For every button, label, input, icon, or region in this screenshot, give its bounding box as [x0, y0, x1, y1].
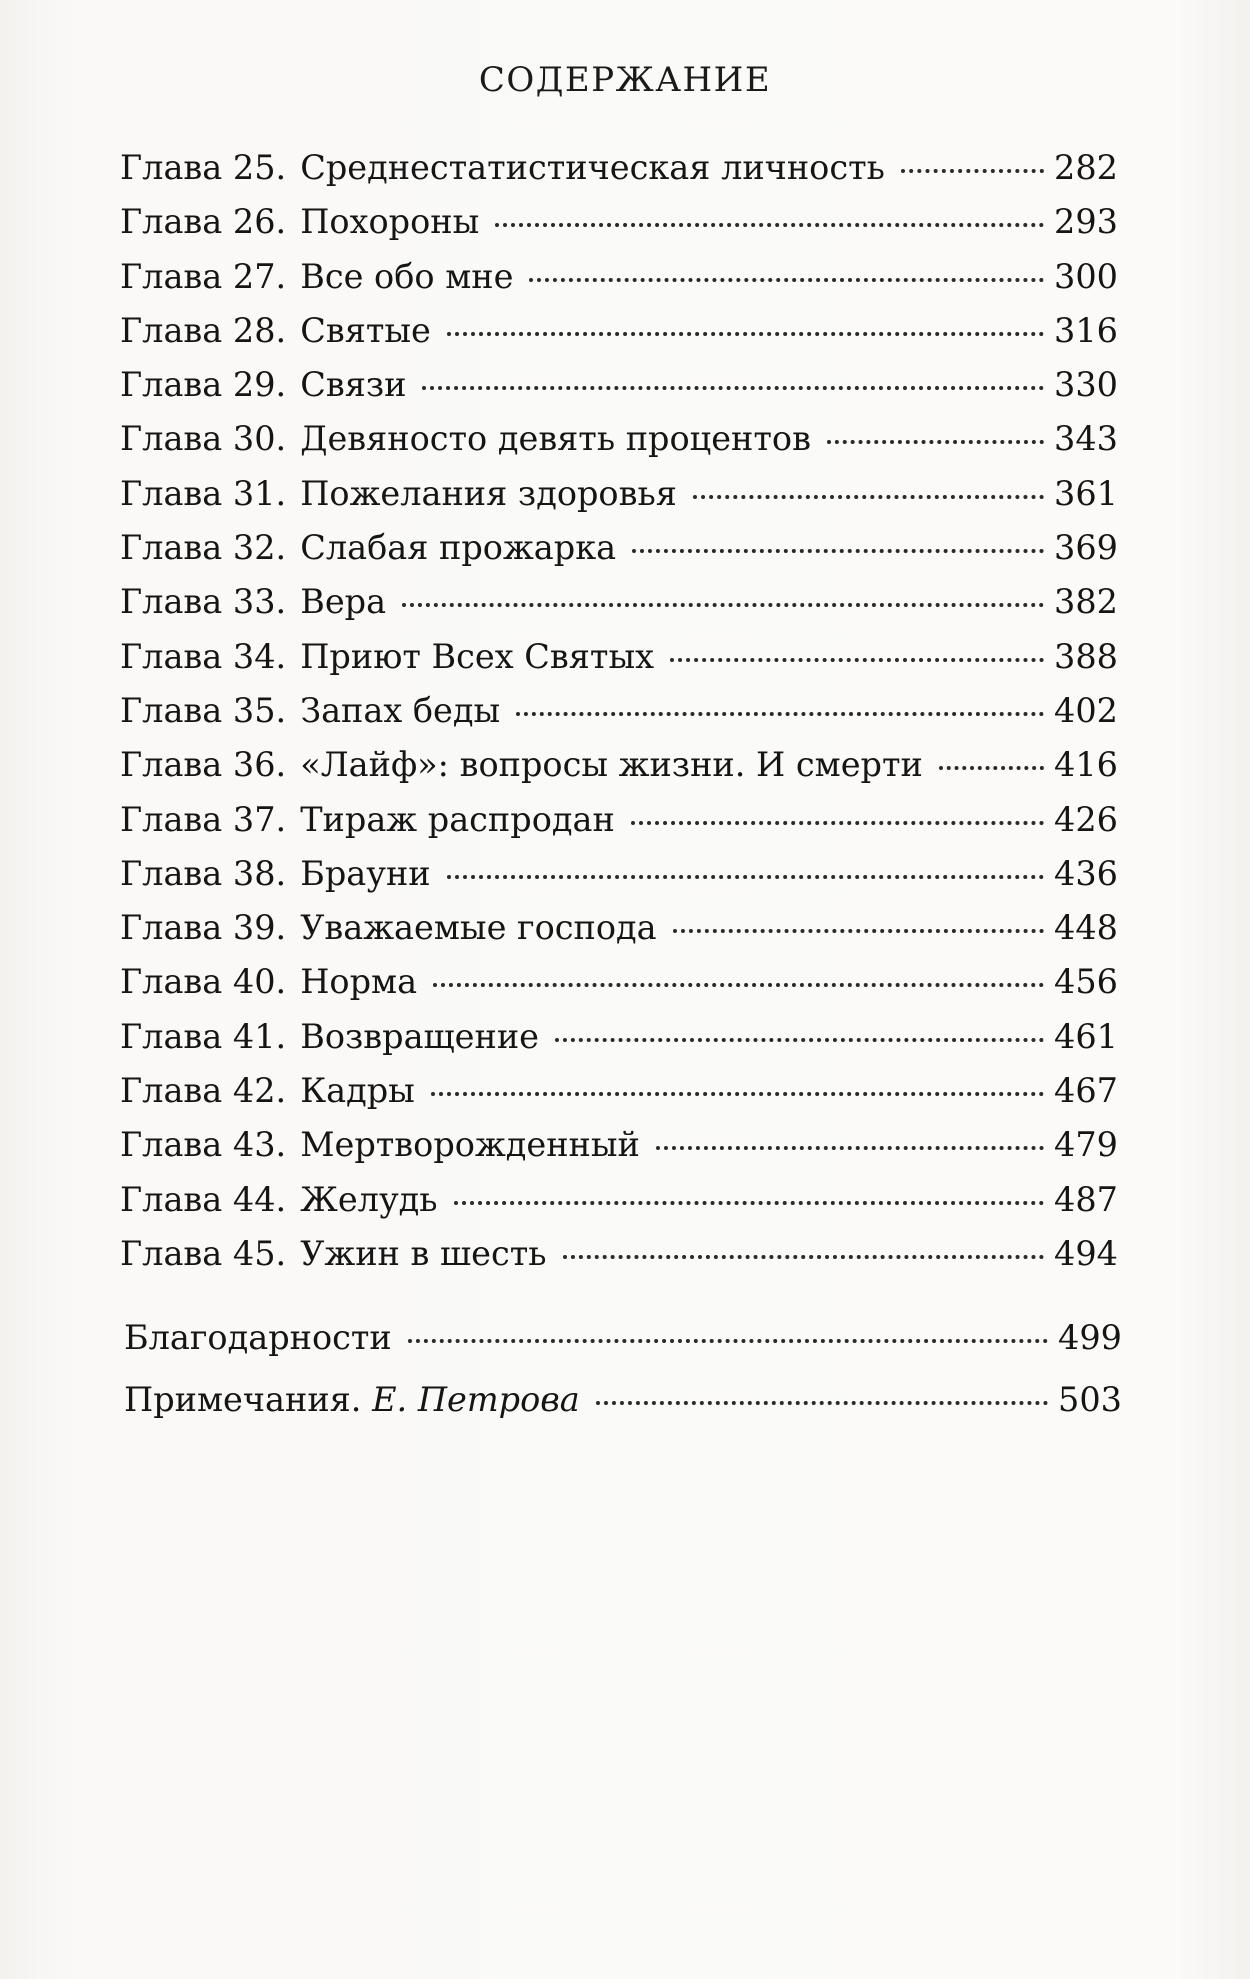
toc-entry-title — [120, 962, 417, 1002]
toc-entry-title — [120, 1125, 640, 1165]
dot-leader — [632, 539, 1044, 553]
page-number: 402 — [1054, 690, 1118, 730]
toc-entry-title — [120, 854, 431, 894]
page-number: 343 — [1054, 419, 1118, 459]
chapter-label: Глава 27. — [120, 256, 287, 296]
dot-leader — [408, 1329, 1048, 1343]
chapter-label: Глава 31. — [120, 473, 287, 513]
chapter-title: Возвращение — [300, 1016, 539, 1056]
toc-entry-26 — [120, 202, 1118, 256]
toc-entry-title — [120, 1180, 438, 1220]
page-number: 416 — [1054, 745, 1118, 785]
chapter-label: Глава 25. — [120, 148, 287, 187]
toc-entry-title — [120, 908, 657, 948]
chapter-label: Глава 40. — [120, 962, 287, 1002]
toc-entry-45 — [120, 1234, 1118, 1288]
dot-leader — [447, 865, 1044, 879]
dot-leader — [673, 919, 1044, 933]
toc-entry-title — [120, 1071, 415, 1111]
page-number: 426 — [1054, 799, 1118, 839]
chapter-title: Уважаемые господа — [300, 908, 657, 948]
toc-entry-title — [120, 311, 431, 351]
toc-entry-40 — [120, 962, 1118, 1016]
toc-entry-32 — [120, 528, 1118, 582]
page-number: 369 — [1054, 528, 1118, 568]
dot-leader — [555, 1028, 1044, 1042]
toc-entry-title — [120, 582, 386, 622]
toc-entry-39 — [120, 908, 1118, 962]
toc-entry-28 — [120, 311, 1118, 365]
page-number: 503 — [1058, 1380, 1122, 1419]
toc-entry-34 — [120, 637, 1118, 691]
chapter-label: Глава 37. — [120, 799, 287, 839]
page-number: 316 — [1054, 310, 1118, 350]
chapter-label: Глава 35. — [120, 690, 287, 730]
chapter-label: Глава 34. — [120, 636, 287, 676]
page-number: 448 — [1054, 908, 1118, 948]
page-number: 499 — [1058, 1318, 1122, 1357]
chapter-title: Вера — [300, 582, 387, 622]
dot-leader — [402, 593, 1044, 607]
toc-entry-title — [120, 365, 406, 405]
toc-entry-38 — [120, 854, 1118, 908]
toc-entry-title: Благодарности — [124, 1318, 392, 1357]
dot-leader — [516, 702, 1044, 716]
toc-entry-title — [120, 148, 885, 188]
chapter-label: Глава 26. — [120, 202, 287, 242]
toc-entry-33 — [120, 582, 1118, 636]
chapter-label: Глава 41. — [120, 1016, 287, 1056]
chapter-title: Все обо мне — [300, 256, 514, 296]
page-title: СОДЕРЖАНИЕ — [478, 60, 772, 100]
chapter-title: Кадры — [300, 1071, 415, 1111]
dot-leader — [827, 430, 1044, 444]
dot-leader — [454, 1191, 1045, 1205]
toc-entry-25 — [120, 148, 1118, 202]
dot-leader — [670, 648, 1044, 662]
chapter-title: Пожелания здоровья — [300, 473, 677, 513]
chapter-label: Глава 44. — [120, 1179, 287, 1219]
toc-entry-30 — [120, 419, 1118, 473]
dot-leader — [433, 973, 1044, 987]
chapter-title: Желудь — [300, 1179, 438, 1219]
toc-entry-notes — [124, 1380, 1122, 1442]
chapter-label: Глава 28. — [120, 310, 287, 350]
page-number: 467 — [1054, 1071, 1118, 1111]
dot-leader — [447, 322, 1044, 336]
toc-entry-title — [124, 1380, 580, 1420]
page-number: 330 — [1054, 365, 1118, 405]
chapter-label: Глава 29. — [120, 365, 287, 405]
chapter-label: Глава 30. — [120, 419, 287, 459]
chapter-title: Девяносто девять процентов — [300, 419, 811, 459]
page-number: 461 — [1054, 1016, 1118, 1056]
chapter-label: Глава 33. — [120, 582, 287, 622]
toc-entry-title — [120, 1234, 547, 1274]
chapter-label: Глава 42. — [120, 1071, 287, 1111]
chapter-label: Глава 36. — [120, 745, 287, 785]
page-number: 293 — [1054, 202, 1118, 242]
chapter-title: Мертворожденный — [300, 1125, 640, 1165]
toc-entry-44 — [120, 1180, 1118, 1234]
toc-entry-27 — [120, 257, 1118, 311]
chapter-label: Глава 38. — [120, 853, 287, 893]
page-number: 436 — [1054, 853, 1118, 893]
toc-entry-title — [120, 474, 677, 514]
page-number: 300 — [1054, 256, 1118, 296]
dot-leader — [939, 756, 1044, 770]
chapter-label: Глава 39. — [120, 908, 287, 948]
chapter-title: «Лайф»: вопросы жизни. И смерти — [300, 745, 923, 785]
chapter-title: Связи — [300, 365, 407, 405]
toc-entry-title — [120, 691, 500, 731]
toc-entry-title — [120, 528, 616, 568]
dot-leader — [901, 159, 1044, 173]
page-number: 494 — [1054, 1233, 1118, 1273]
toc-entry-42 — [120, 1071, 1118, 1125]
toc-entry-title — [120, 800, 615, 840]
page-number: 388 — [1054, 636, 1118, 676]
toc-entry-36 — [120, 745, 1118, 799]
dot-leader — [631, 811, 1044, 825]
chapter-label: Глава 32. — [120, 528, 287, 568]
back-matter-list — [124, 1318, 1122, 1442]
table-of-contents — [120, 148, 1118, 1288]
chapter-label: Глава 45. — [120, 1233, 287, 1273]
toc-entry-acknowledgements — [124, 1318, 1122, 1380]
chapter-title: Брауни — [300, 853, 431, 893]
dot-leader — [596, 1391, 1048, 1405]
toc-entry-41 — [120, 1017, 1118, 1071]
chapter-title: Тираж распродан — [300, 799, 615, 839]
toc-entry-35 — [120, 691, 1118, 745]
notes-author: Е. Петрова — [372, 1380, 580, 1419]
dot-leader — [431, 1082, 1044, 1096]
dot-leader — [563, 1245, 1045, 1259]
chapter-label: Глава 43. — [120, 1125, 287, 1165]
chapter-title: Святые — [300, 310, 431, 350]
notes-title: Примечания. — [124, 1380, 362, 1419]
toc-entry-title — [120, 1017, 539, 1057]
toc-entry-title — [120, 637, 654, 677]
dot-leader — [422, 376, 1044, 390]
toc-entry-31 — [120, 474, 1118, 528]
dot-leader — [693, 485, 1044, 499]
chapter-title: Запах беды — [300, 690, 501, 730]
page-number: 487 — [1054, 1179, 1118, 1219]
dot-leader — [495, 213, 1044, 227]
toc-entry-37 — [120, 800, 1118, 854]
dot-leader — [656, 1136, 1044, 1150]
page-number: 282 — [1054, 148, 1118, 187]
page-number: 361 — [1054, 473, 1118, 513]
page-number: 479 — [1054, 1125, 1118, 1165]
toc-entry-29 — [120, 365, 1118, 419]
toc-entry-43 — [120, 1125, 1118, 1179]
chapter-title: Слабая прожарка — [300, 528, 617, 568]
page-number: 382 — [1054, 582, 1118, 622]
chapter-title: Среднестатистическая личность — [300, 148, 885, 187]
toc-entry-title — [120, 202, 479, 242]
toc-entry-title — [120, 745, 923, 785]
chapter-title: Приют Всех Святых — [300, 636, 654, 676]
dot-leader — [529, 268, 1044, 282]
toc-entry-title — [120, 257, 513, 297]
chapter-title: Норма — [300, 962, 418, 1002]
page-number: 456 — [1054, 962, 1118, 1002]
chapter-title: Ужин в шесть — [300, 1233, 547, 1273]
chapter-title: Похороны — [300, 202, 480, 242]
toc-entry-title — [120, 419, 811, 459]
